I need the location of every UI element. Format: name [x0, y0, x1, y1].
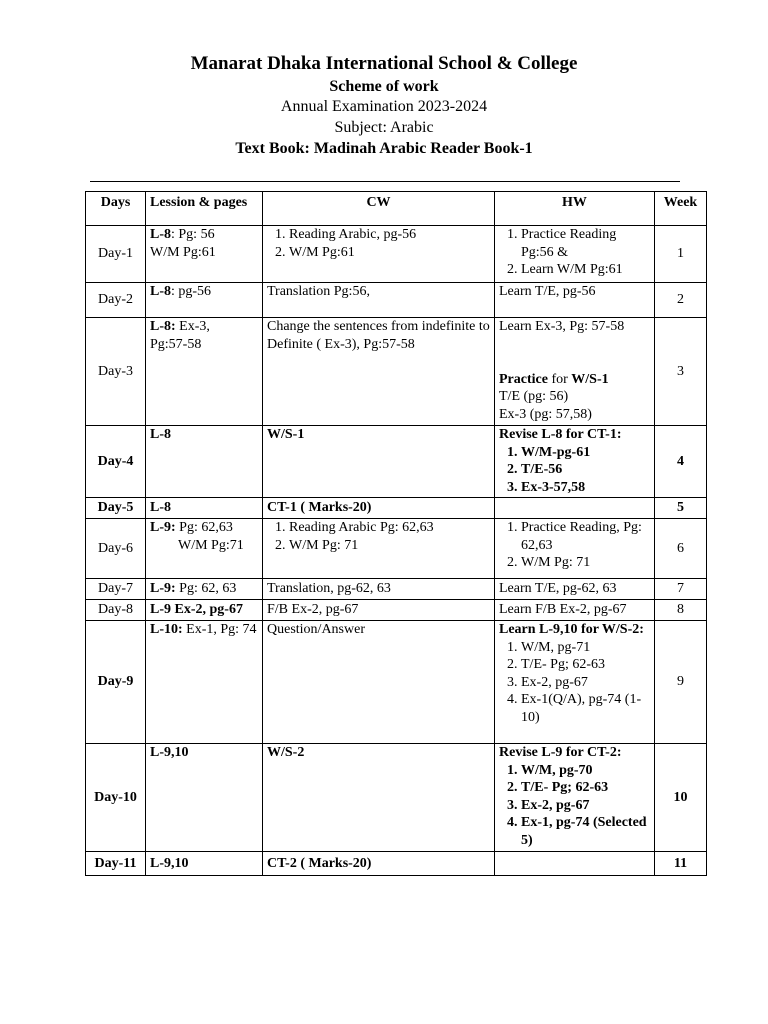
day-cell: Day-1: [86, 226, 146, 283]
lesson-code: L-8:: [150, 319, 176, 334]
school-name: Manarat Dhaka International School & College: [190, 53, 578, 74]
table-row: [86, 226, 707, 283]
table-row: [86, 318, 707, 426]
header-hw: HW: [495, 192, 655, 226]
table-row: [86, 852, 707, 876]
header-days: Days: [86, 192, 146, 226]
table-header-row: [86, 192, 707, 226]
day-cell: Day-8: [86, 600, 146, 621]
week-cell: 3: [655, 318, 707, 426]
list-item: 2. W/M Pg: 71: [521, 554, 650, 572]
scheme-title: Scheme of work: [329, 78, 439, 95]
week-cell: 1: [655, 226, 707, 283]
lesson-code: L-9:: [150, 581, 176, 597]
cw-cell: [263, 226, 495, 283]
lesson-code: L-8: [150, 284, 171, 299]
lesson-code: L-10:: [150, 622, 183, 637]
list-item: 2. W/M Pg: 71: [289, 537, 490, 555]
list-item: 1. Practice Reading, Pg: 62,63: [521, 519, 650, 554]
hw-cell: [495, 498, 655, 519]
lesson-pages: : pg-56: [171, 284, 212, 299]
textbook-title: Text Book: Madinah Arabic Reader Book-1: [235, 140, 533, 157]
table-row: [86, 600, 707, 621]
table-row: [86, 621, 707, 744]
header-cw: CW: [263, 192, 495, 226]
exam-title: Annual Examination 2023-2024: [280, 98, 488, 115]
day-cell: Day-7: [86, 579, 146, 600]
list-item: 1. Reading Arabic, pg-56: [289, 226, 490, 244]
hw-title: Revise L-8 for CT-1:: [499, 427, 622, 442]
list-item: 2. T/E-56: [521, 461, 650, 479]
day-cell: Day-5: [86, 498, 146, 519]
hw-line: Learn Ex-3, Pg: 57-58: [499, 319, 625, 334]
hw-cell: [495, 744, 655, 852]
cw-cell: CT-1 ( Marks-20): [263, 498, 495, 519]
hw-cell: [495, 852, 655, 876]
lesson-cell: L-9 Ex-2, pg-67: [146, 600, 263, 621]
cw-cell: CT-2 ( Marks-20): [263, 852, 495, 876]
cw-cell: Change the sentences from indefinite to Definite ( Ex-3), Pg:57-58: [263, 318, 495, 426]
lesson-cell: L-8: [146, 426, 263, 498]
lesson-pages: Ex-1, Pg: 74: [182, 622, 257, 637]
hw-title: Revise L-9 for CT-2:: [499, 745, 622, 760]
week-cell: 11: [655, 852, 707, 876]
day-cell: Day-10: [86, 744, 146, 852]
practice-for: for: [547, 371, 572, 387]
table-row: [86, 519, 707, 579]
list-item: 3. Ex-2, pg-67: [521, 674, 650, 692]
week-cell: 4: [655, 426, 707, 498]
lesson-pages: : Pg: 56: [171, 227, 215, 242]
cw-cell: Question/Answer: [263, 621, 495, 744]
week-cell: 10: [655, 744, 707, 852]
lesson-cell: L-8: [146, 498, 263, 519]
lesson-extra: Pg:57-58: [150, 336, 202, 352]
hw-cell: [495, 318, 655, 426]
list-item: 4. Ex-1(Q/A), pg-74 (1-10): [521, 691, 650, 726]
list-item: 1. Practice Reading Pg:56 &: [521, 226, 650, 261]
hw-cell: [495, 426, 655, 498]
lesson-pages: Ex-3,: [175, 319, 210, 334]
lesson-extra: W/M Pg:61: [150, 244, 216, 260]
header-week: Week: [655, 192, 707, 226]
day-cell: Day-9: [86, 621, 146, 744]
cw-cell: Translation, pg-62, 63: [263, 579, 495, 600]
lesson-pages: Pg: 62, 63: [175, 581, 237, 597]
list-item: 3. Ex-3-57,58: [521, 479, 650, 497]
list-item: 1. W/M-pg-61: [521, 444, 650, 462]
day-cell: Day-3: [86, 318, 146, 426]
hw-cell: [495, 226, 655, 283]
list-item: 1. W/M, pg-71: [521, 639, 650, 657]
day-cell: Day-2: [86, 283, 146, 318]
cw-cell: W/S-2: [263, 744, 495, 852]
list-item: 1. Reading Arabic Pg: 62,63: [289, 519, 490, 537]
week-cell: 2: [655, 283, 707, 318]
week-cell: 9: [655, 621, 707, 744]
practice-label: Practice: [499, 371, 548, 387]
lesson-cell: L-9,10: [146, 744, 263, 852]
subject-title: Subject: Arabic: [334, 119, 434, 136]
day-cell: Day-11: [86, 852, 146, 876]
cw-cell: W/S-1: [263, 426, 495, 498]
day-cell: Day-4: [86, 426, 146, 498]
hw-cell: Learn F/B Ex-2, pg-67: [495, 600, 655, 621]
table-row: [86, 498, 707, 519]
lesson-pages: Pg: 62,63: [175, 520, 233, 535]
list-item: 1. W/M, pg-70: [521, 762, 650, 780]
table-row: [86, 283, 707, 318]
list-item: 2. W/M Pg:61: [289, 244, 490, 262]
lesson-extra: W/M Pg:71: [178, 537, 244, 553]
lesson-code: L-9:: [150, 520, 176, 535]
list-item: 2. T/E- Pg; 62-63: [521, 656, 650, 674]
list-item: 2. T/E- Pg; 62-63: [521, 779, 650, 797]
list-item: 4. Ex-1, pg-74 (Selected 5): [521, 814, 650, 849]
header-divider: [90, 181, 680, 182]
lesson-cell: [146, 318, 263, 426]
cw-cell: F/B Ex-2, pg-67: [263, 600, 495, 621]
cw-cell: [263, 519, 495, 579]
lesson-cell: [146, 519, 263, 579]
hw-cell: Learn T/E, pg-62, 63: [495, 579, 655, 600]
hw-title: Learn L-9,10 for W/S-2:: [499, 622, 644, 637]
header-lesson: Lession & pages: [146, 192, 263, 226]
hw-cell: [495, 519, 655, 579]
cw-cell: Translation Pg:56,: [263, 283, 495, 318]
table-row: [86, 426, 707, 498]
week-cell: 5: [655, 498, 707, 519]
hw-cell: Learn T/E, pg-56: [495, 283, 655, 318]
week-cell: 7: [655, 579, 707, 600]
hw-cell: [495, 621, 655, 744]
list-item: 3. Ex-2, pg-67: [521, 797, 650, 815]
week-cell: 8: [655, 600, 707, 621]
lesson-cell: [146, 621, 263, 744]
hw-line: Ex-3 (pg: 57,58): [499, 406, 592, 422]
hw-practice: [499, 371, 650, 389]
lesson-cell: L-9,10: [146, 852, 263, 876]
practice-ws: W/S-1: [571, 371, 609, 387]
lesson-cell: [146, 579, 263, 600]
hw-line: T/E (pg: 56): [499, 389, 569, 404]
table-row: [86, 744, 707, 852]
table-row: [86, 579, 707, 600]
week-cell: 6: [655, 519, 707, 579]
lesson-code: L-8: [150, 227, 171, 242]
scheme-table: [85, 191, 707, 876]
day-cell: Day-6: [86, 519, 146, 579]
lesson-cell: [146, 283, 263, 318]
lesson-cell: [146, 226, 263, 283]
list-item: 2. Learn W/M Pg:61: [521, 261, 650, 279]
